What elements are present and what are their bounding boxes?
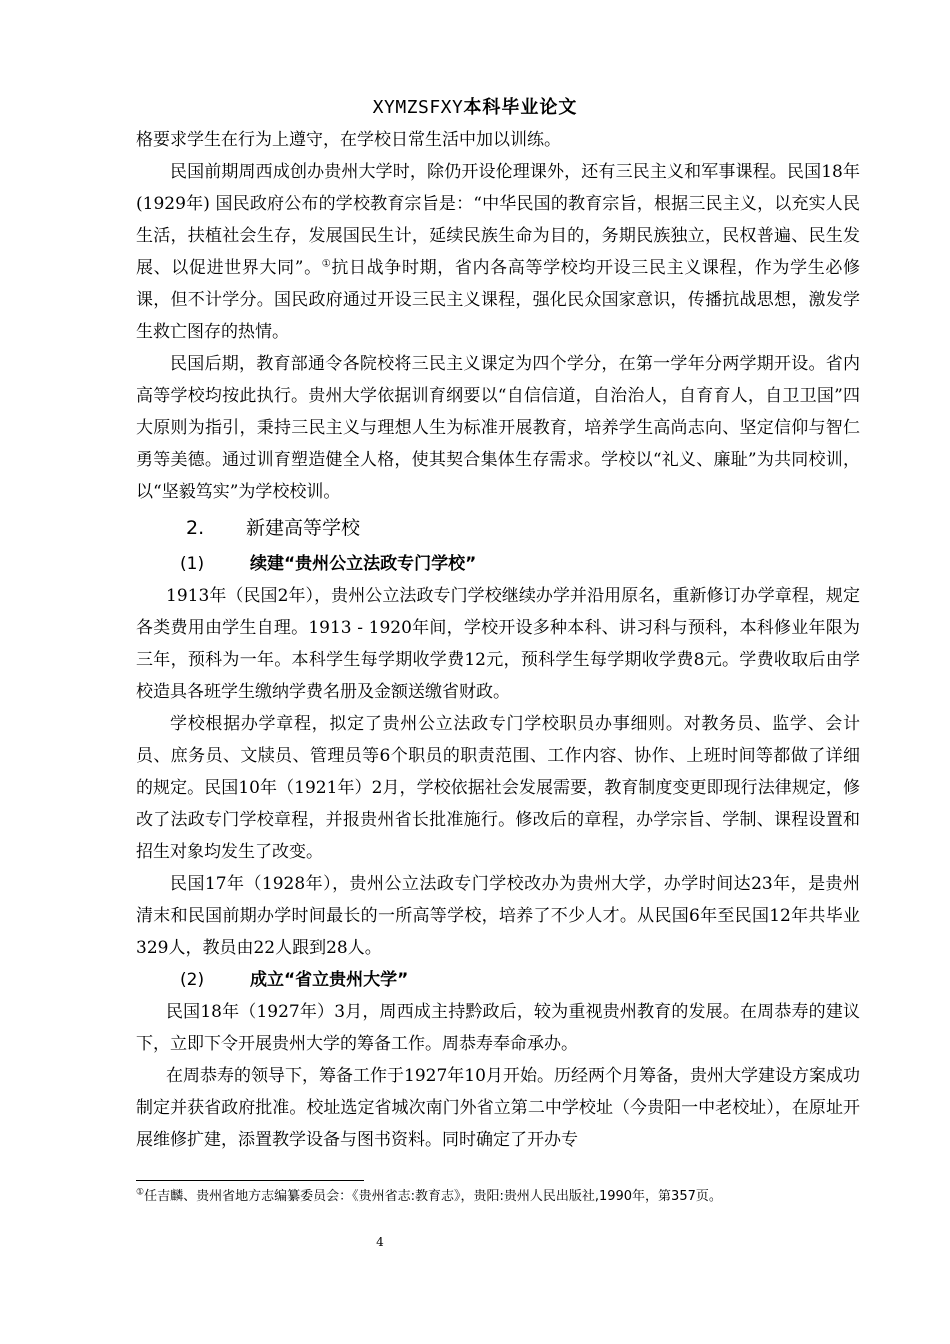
footnote-separator xyxy=(136,1180,364,1181)
subsection-title: 续建“贵州公立法政专门学校” xyxy=(250,554,477,574)
subsection-heading xyxy=(136,548,860,580)
paragraph-text: 民国前期周西成创办贵州大学时，除仍开设伦理课外，还有三民主义和军事课程。民国18年(1929年) 国民政府公布的学校教育宗旨是：“中华民国的教育宗旨，根据三民主义，以充实人民生活，扶植社会生存，发展国民生计，延续民族生命为目的，务期民族独立，民权普遍、民生发展、以促进世界大同”。 xyxy=(136,162,860,278)
document-body xyxy=(136,124,860,1156)
footnote-mark: ① xyxy=(136,1187,145,1198)
paragraph-guizhou-university-preparation: 在周恭寿的领导下，筹备工作于1927年10月开始。历经两个月筹备，贵州大学建设方案成功制定并获省政府批准。校址选定省城次南门外省立第二中学校址（今贵阳一中老校址），在原址开展维修扩建，添置教学设备与图书资料。同时确定了开办专 xyxy=(136,1066,860,1150)
paragraph-three-principles xyxy=(136,156,860,348)
section-heading xyxy=(136,508,860,548)
footnote-text: 任吉麟、贵州省地方志编纂委员会：《贵州省志:教育志》，贵阳:贵州人民出版社,1990年，第357页。 xyxy=(144,1189,722,1204)
footnote-reference[interactable]: ① xyxy=(321,258,332,270)
section-number: 2. xyxy=(186,517,205,539)
footnote xyxy=(136,1186,856,1208)
running-header xyxy=(0,96,950,120)
header-code: XYMZSFXY xyxy=(372,97,464,118)
subsection-heading xyxy=(136,964,860,996)
header-title: 本科毕业论文 xyxy=(463,97,578,118)
paragraph-continued: 格要求学生在行为上遵守，在学校日常生活中加以训练。 xyxy=(136,130,561,150)
page-number: 4 xyxy=(376,1235,384,1249)
paragraph-law-school-1913: 1913年（民国2年），贵州公立法政专门学校继续办学并沿用原名，重新修订办学章程，规定各类费用由学生自理。1913 - 1920年间，学校开设多种本科、讲习科与预科，本科修业年限为三年，预科为一年。本科学生每学期收学费12元，预科学生每学期收学费8元。学费收取后由学校造具各班学生缴纳学费名册及金额送缴省财政。 xyxy=(136,586,860,702)
paragraph-law-school-rules: 学校根据办学章程，拟定了贵州公立法政专门学校职员办事细则。对教务员、监学、会计员、庶务员、文牍员、管理员等6个职员的职责范围、工作内容、协作、上班时间等都做了详细的规定。民国10年（1921年）2月，学校依据社会发展需要，教育制度变更即现行法律规定，修改了法政专门学校章程，并报贵州省长批准施行。修改后的章程，办学宗旨、学制、课程设置和招生对象均发生了改变。 xyxy=(136,714,860,862)
paragraph-late-republic: 民国后期，教育部通令各院校将三民主义课定为四个学分，在第一学年分两学期开设。省内高等学校均按此执行。贵州大学依据训育纲要以“自信信道，自治治人，自育育人，自卫卫国”四大原则为指引，秉持三民主义与理想人生为标准开展教育，培养学生高尚志向、坚定信仰与智仁勇等美德。通过训育塑造健全人格，使其契合集体生存需求。学校以“礼义、廉耻”为共同校训，以“坚毅笃实”为学校校训。 xyxy=(136,354,860,502)
subsection-number: (1) xyxy=(180,554,205,574)
paragraph-law-school-1928: 民国17年（1928年），贵州公立法政专门学校改办为贵州大学，办学时间达23年，是贵州清末和民国前期办学时间最长的一所高等学校，培养了不少人才。从民国6年至民国12年共毕业329人，教员由22人跟到28人。 xyxy=(136,874,860,958)
section-title: 新建高等学校 xyxy=(246,517,361,539)
paragraph-text: 抗日战争时期，省内各高等学校均开设三民主义课程，作为学生必修课，但不计学分。国民政府通过开设三民主义课程，强化民众国家意识，传播抗战思想，激发学生救亡图存的热情。 xyxy=(136,258,860,342)
paragraph-guizhou-university-plan: 民国18年（1927年）3月，周西成主持黔政后，较为重视贵州教育的发展。在周恭寿的建议下，立即下令开展贵州大学的筹备工作。周恭寿奉命承办。 xyxy=(136,1002,860,1054)
subsection-number: (2) xyxy=(180,970,205,990)
subsection-title: 成立“省立贵州大学” xyxy=(250,970,409,990)
